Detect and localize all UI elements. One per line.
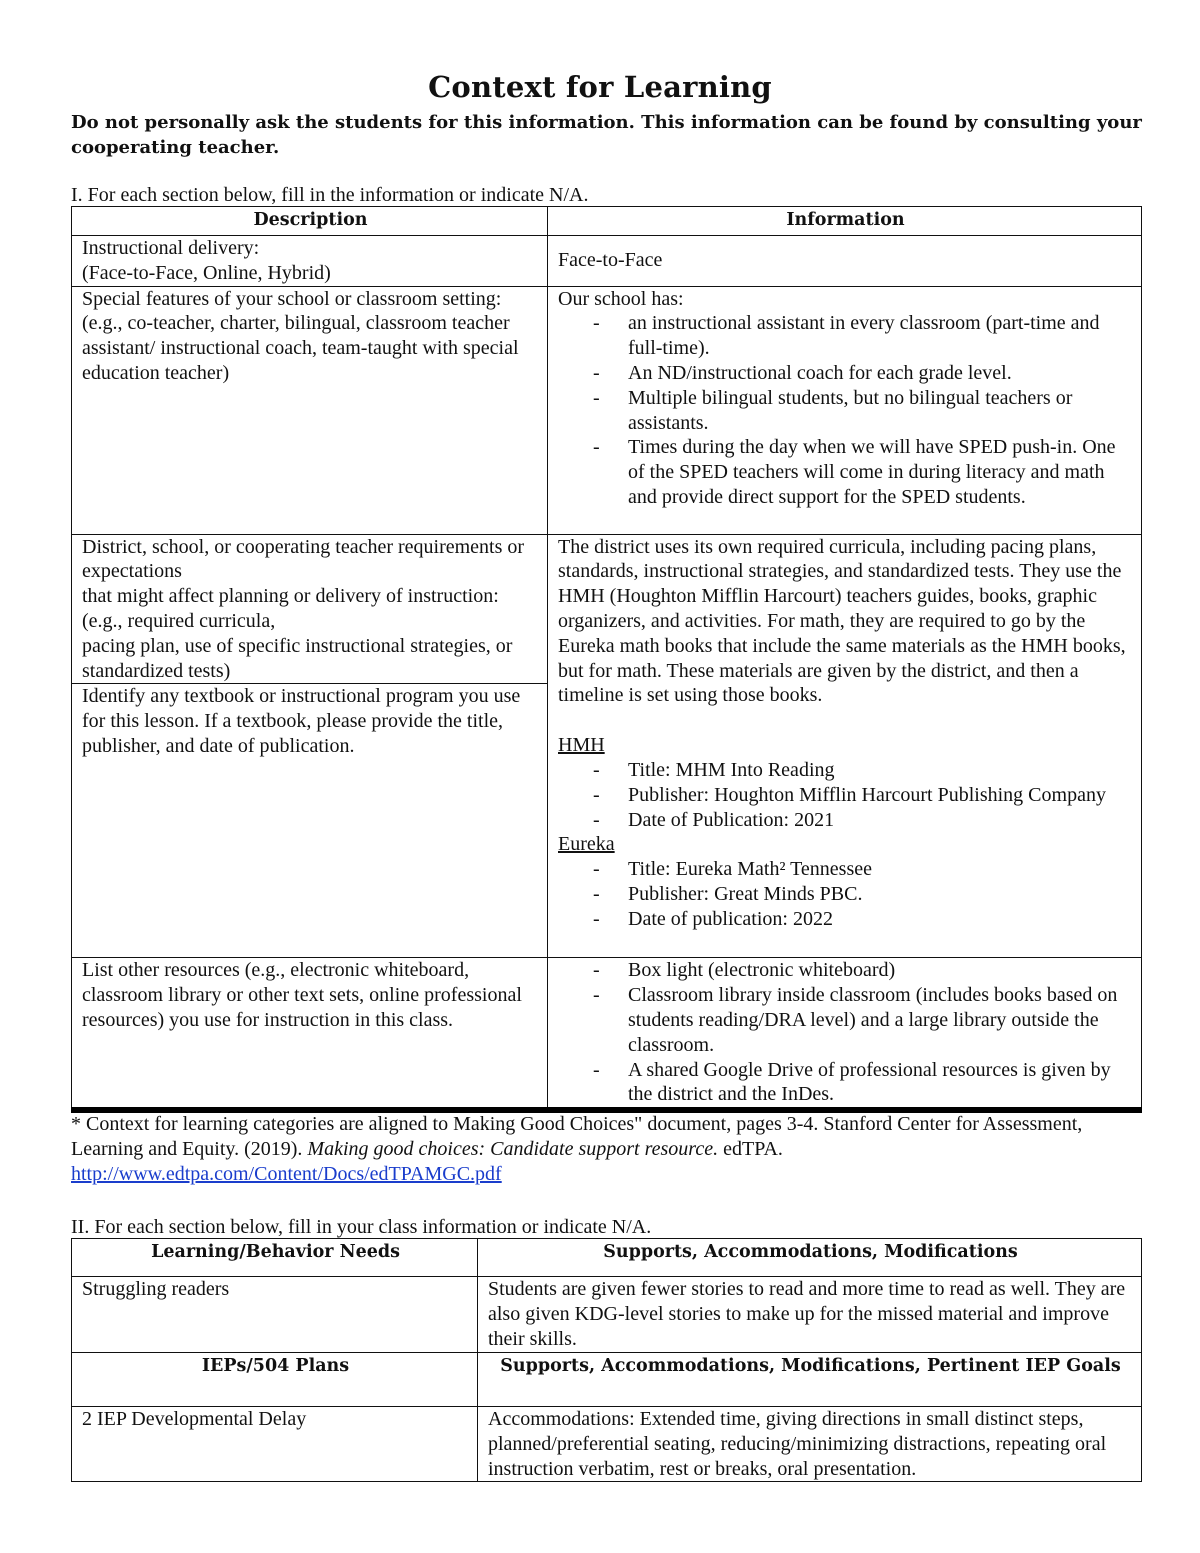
page-title: Context for Learning: [428, 70, 772, 104]
table-row: [72, 236, 1142, 287]
table-row: [72, 1407, 1142, 1482]
section-2-intro: II. For each section below, fill in your class information or indicate N/A.: [71, 1216, 652, 1238]
header-learning-needs: Learning/Behavior Needs: [72, 1239, 478, 1277]
delivery-info: Face-to-Face: [548, 236, 1142, 287]
header-description: Description: [72, 207, 548, 236]
list-item: - Title: Eureka Math² Tennessee: [558, 857, 1133, 882]
table-row: [72, 958, 1142, 1110]
features-list: [558, 311, 1133, 509]
list-item: - an instructional assistant in every classroom (part-time and full-time).: [558, 311, 1133, 361]
header-information: Information: [548, 207, 1142, 236]
header-iep-supports: Supports, Accommodations, Modifications, Pertinent IEP Goals: [478, 1353, 1142, 1407]
eureka-heading: Eureka: [558, 833, 615, 856]
list-item: - An ND/instructional coach for each grade level.: [558, 361, 1133, 386]
list-item: - Multiple bilingual students, but no bilingual teachers or assistants.: [558, 386, 1133, 436]
instruction-warning: Do not personally ask the students for this information. This information can be found by consulting your cooperating teacher.: [71, 112, 1142, 158]
hmh-heading: HMH: [558, 734, 605, 757]
section-1-intro: I. For each section below, fill in the information or indicate N/A.: [71, 184, 589, 206]
list-item: - Publisher: Houghton Mifflin Harcourt Publishing Company: [558, 783, 1133, 808]
class-info-table: [71, 1238, 1142, 1482]
list-item: - Date of publication: 2022: [558, 907, 1133, 932]
header-iep-plans: IEPs/504 Plans: [72, 1353, 478, 1407]
footnote: * Context for learning categories are aligned to Making Good Choices" document, pages 3-4. Stanford Center for Assessment, Learning and Equity. (2019). Making good choices: Candidate support resource. edTPA. http://www.edtpa.com/Content/Docs/edTPAMGC.pdf: [71, 1113, 1083, 1185]
requirements-description: District, school, or cooperating teacher requirements or expectations that might affect planning or delivery of instruction: (e.g., required curricula, pacing plan, use of specific instructional strategies, or standardized tests): [72, 534, 548, 684]
resources-info: [548, 958, 1142, 1110]
table-row: [72, 534, 1142, 684]
iep-support: Accommodations: Extended time, giving directions in small distinct steps, planned/preferential seating, reducing/minimizing distractions, repeating oral instruction verbatim, rest or breaks, oral presentation.: [478, 1407, 1142, 1482]
resources-description: List other resources (e.g., electronic whiteboard, classroom library or other text sets, online professional resources) you use for instruction in this class.: [72, 958, 548, 1110]
resources-list: [558, 958, 1133, 1107]
list-item: - Classroom library inside classroom (includes books based on students reading/DRA level) and a large library outside the classroom.: [558, 983, 1133, 1057]
struggling-support: Students are given fewer stories to read and more time to read as well. They are also given KDG-level stories to make up for the missed material and improve their skills.: [478, 1277, 1142, 1353]
edtpa-link[interactable]: http://www.edtpa.com/Content/Docs/edTPAMGC.pdf: [71, 1163, 502, 1185]
table-row: [72, 1277, 1142, 1353]
features-description: Special features of your school or classroom setting: (e.g., co-teacher, charter, bilingual, classroom teacher assistant/ instructional coach, team-taught with special education teacher): [72, 286, 548, 534]
textbook-description: Identify any textbook or instructional program you use for this lesson. If a textbook, please provide the title, publisher, and date of publication.: [72, 684, 548, 958]
features-info: Our school has: - an instructional assistant in every classroom (part-time and full-time). - An ND/instructional coach for each grade level. - Multiple bilingual students, but no bilingual teachers or assistants. - Times during the day when we will have SPED push-in. One of the SPED teachers will come in during literacy and math and provide direct support for the SPED students.: [548, 286, 1142, 534]
list-item: - Title: MHM Into Reading: [558, 758, 1133, 783]
header-supports: Supports, Accommodations, Modifications: [478, 1239, 1142, 1277]
context-table: [71, 206, 1142, 1113]
iep-plan: 2 IEP Developmental Delay: [72, 1407, 478, 1482]
table-row: [72, 286, 1142, 534]
eureka-list: [558, 857, 1133, 931]
delivery-description: Instructional delivery: (Face-to-Face, Online, Hybrid): [72, 236, 548, 287]
list-item: - Date of Publication: 2021: [558, 808, 1133, 833]
hmh-list: [558, 758, 1133, 832]
requirements-info: The district uses its own required curricula, including pacing plans, standards, instructional strategies, and standardized tests. They use the HMH (Houghton Mifflin Harcourt) teachers guides, books, graphic organizers, and activities. For math, they are required to go by the Eureka math books that include the same materials as the HMH books, but for math. These materials are given by the district, and then a timeline is set using those books. HMH - Title: MHM Into Reading - Publisher: Houghton Mifflin Harcourt Publishing Company - Date of Publication: 2021 Eureka - Title: Eureka Math² Tennessee - Publisher: Great Minds PBC. - Date of publication: 2022: [548, 534, 1142, 958]
list-item: - Publisher: Great Minds PBC.: [558, 882, 1133, 907]
list-item: - Times during the day when we will have SPED push-in. One of the SPED teachers will come in during literacy and math and provide direct support for the SPED students.: [558, 435, 1133, 509]
struggling-need: Struggling readers: [72, 1277, 478, 1353]
list-item: - Box light (electronic whiteboard): [558, 958, 1133, 983]
list-item: - A shared Google Drive of professional resources is given by the district and the InDes.: [558, 1058, 1133, 1108]
